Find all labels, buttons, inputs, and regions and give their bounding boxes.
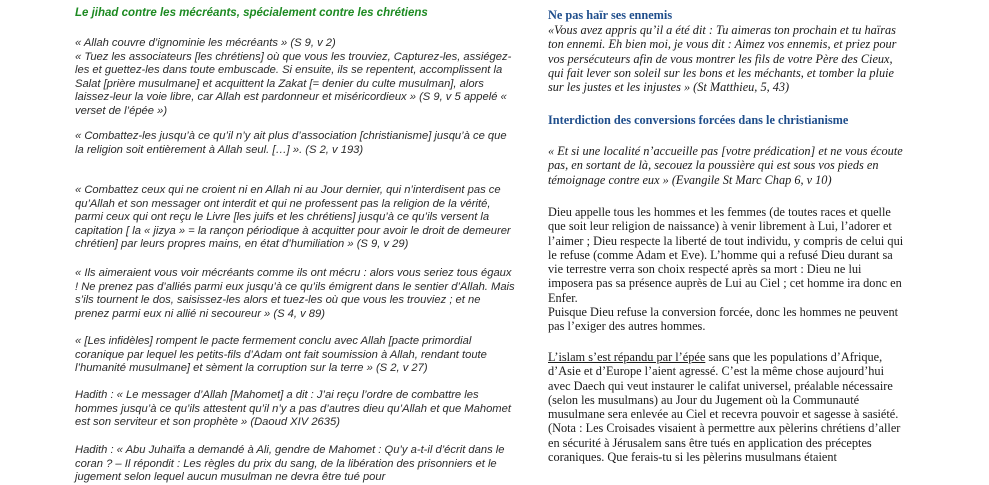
quote-paragraph-2: « Combattez-les jusqu’à ce qu’il n’y ait plus d’association [christianisme] jusqu’à ce que la religion soit entièrement à Allah seul. […] ». (S 2, v 193) — [75, 130, 507, 156]
quote-paragraph-4: « Ils aimeraient vous voir mécréants comme ils ont mécru : alors vous seriez tous égaux ! Ne prenez pas d’alliés parmi eux jusqu’à ce qu’ils émigrent dans le sentier d’Allah. Mais s’ils tournent le dos, saisissez-les alors et tuez-les où que vous les trouviez ; et ne prenez parmi eux ni allié ni secoureur » (S 4, v 89) — [75, 267, 515, 320]
quote-paragraph-3: « Combattez ceux qui ne croient ni en Allah ni au Jour dernier, qui n’interdisent pas ce qu’Allah et son messager ont interdit et qui ne professent pas la religion de la vérité, parmi ceux qui ont reçu le Livre [les juifs et les chrétiens] jusqu’à ce qu’ils versent la capitation [ la « jizya » = la rançon périodique à acquitter pour avoir le droit de demeurer chrétien] par leurs propres mains, en état d’humiliation » (S 9, v 29) — [75, 184, 511, 250]
paragraph-islam-epee — [548, 350, 908, 464]
heading-ne-pas-hair: Ne pas haïr ses ennemis — [548, 8, 673, 22]
left-heading: Le jihad contre les mécréants, spécialement contre les chrétiens — [75, 7, 428, 19]
quote-paragraph-1: « Allah couvre d’ignominie les mécréants » (S 9, v 2) « Tuez les associateurs [les chrétiens] où que vous les trouviez, Capturez-les, assiégez-les et guettez-les dans toute embuscade. Si ensuite, ils se repentent, accomplissent la Salat [prière musulmane] et acquittent la Zakat [= denier du culte musulman], alors laissez-leur la voie libre, car Allah est pardonneur et miséricordieux » (S 9, v 5 appelé « verset de l’épée ») — [75, 37, 512, 117]
paragraph-dieu-appelle: Dieu appelle tous les hommes et les femmes (de toutes races et quelle que soit leur religion de naissance) à venir librement à Lui, l’adorer et l’aimer ; Dieu respecte la liberté de tout individu, y compris de celui qui le refuse (comme Adam et Eve). L’homme qui a refusé Dieu durant sa vie terrestre verra son choix respecté après sa mort : Dieu ne lui imposera pas sa présence auprès de Lui au Ciel ; cet homme ira donc en Enfer. Puisque Dieu refuse la conversion forcée, donc les hommes ne peuvent pas l’exiger des autres hommes. — [548, 205, 904, 334]
quote-paragraph-5: « [Les infidèles] rompent le pacte fermement conclu avec Allah [pacte primordial coranique par lequel les petits-fils d’Adam ont fait soumission à Allah, rendant toute l’humanité musulmane] et sèment la corruption sur la terre » (S 2, v 27) — [75, 335, 487, 374]
paragraph-islam-epee-text: sans que les populations d’Afrique, d’Asie et d’Europe l’aient agressé. C’est la même chose aujourd’hui avec Daech qui veut instaurer le califat universel, préalable nécessaire (selon les musulmans) au Jour du Jugement où la Communauté musulmane sera enlevée au Ciel et recevra pouvoir et sagesse à sasiété. (Nota : Les Croisades visaient à permettre aux pèlerins chrétiens d’aller en sécurité à Jérusalem sans être tués en application des préceptes coraniques. Que ferais-tu si les pèlerins musulmans étaient — [548, 350, 901, 465]
quote-marc: « Et si une localité n’accueille pas [votre prédication] et ne vous écoute pas, en sortant de là, secouez la poussière qui est sous vos pieds en témoignage contre eux » (Evangile St Marc Chap 6, v 10) — [548, 144, 903, 187]
quote-matthieu: «Vous avez appris qu’il a été dit : Tu aimeras ton prochain et tu haïras ton ennemi. Eh bien moi, je vous dit : Aimez vos ennemis, et priez pour vos persécuteurs afin de vous montrer les fils de votre Père des Cieux, qui fait lever son soleil sur les bons et les méchants, et tomber la pluie sur les justes et les injustes » (St Matthieu, 5, 43) — [548, 23, 897, 95]
heading-interdiction-conversions: Interdiction des conversions forcées dans le christianisme — [548, 113, 849, 127]
hadith-paragraph-1: Hadith : « Le messager d’Allah [Mahomet] a dit : J’ai reçu l’ordre de combattre les hommes jusqu’à ce qu’ils attestent qu’il n’y a pas d’autres dieu qu’Allah et que Mahomet est son serviteur et son prophète » (Daoud XIV 2635) — [75, 389, 511, 428]
underlined-phrase: L’islam s’est répandu par l’épée — [548, 350, 706, 364]
hadith-paragraph-2: Hadith : « Abu Juhaïfa a demandé à Ali, gendre de Mahomet : Qu’y a-t-il d’écrit dans le coran ? – Il répondit : Les règles du prix du sang, de la libération des prisonniers et le jugement selon lequel aucun musulman ne devra être tué pour — [75, 444, 505, 483]
